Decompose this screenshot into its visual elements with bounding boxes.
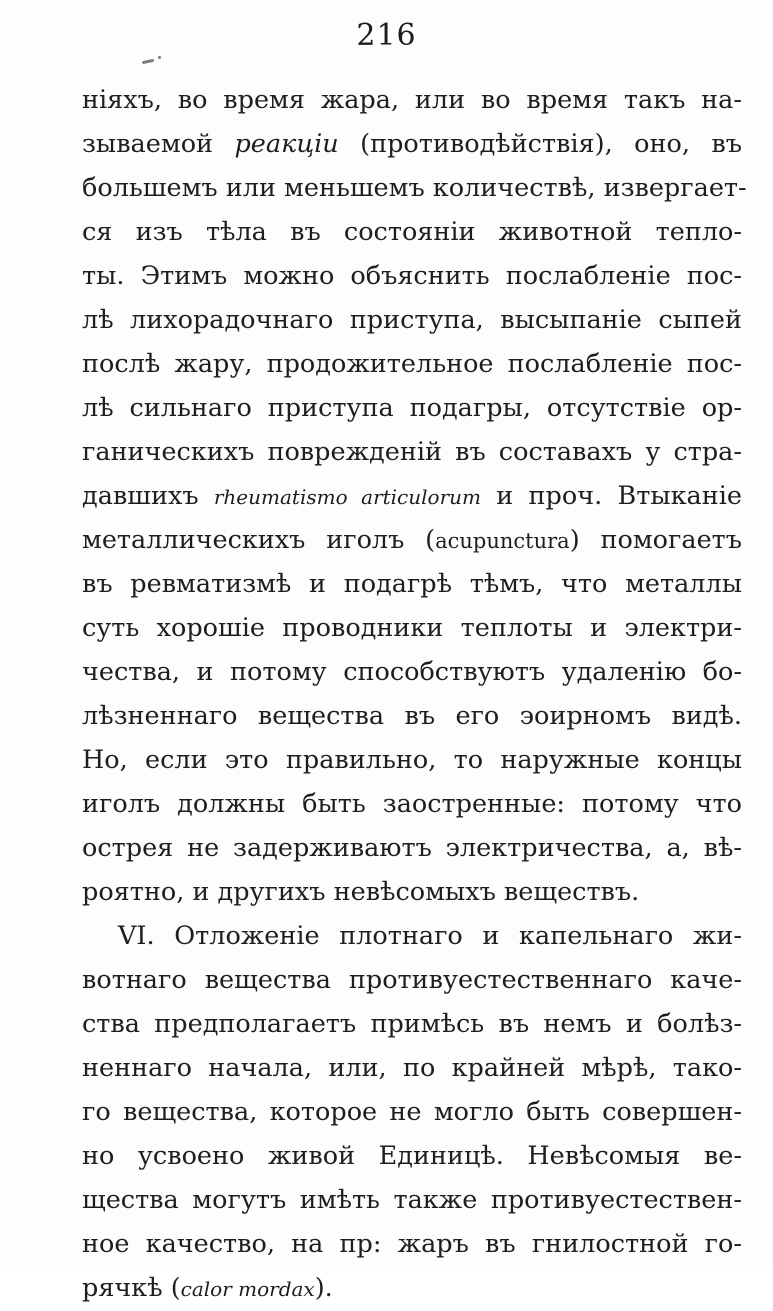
text-line xyxy=(82,430,742,474)
text-segment: ства предполагаетъ примѣсь въ немъ и болѣз- xyxy=(82,1009,742,1039)
text-segment: рячкѣ ( xyxy=(82,1273,181,1303)
text-segment: давшихъ xyxy=(82,481,214,511)
text-line xyxy=(82,254,742,298)
text-line xyxy=(82,1222,742,1266)
text-line xyxy=(82,474,742,518)
text-segment: роятно, и другихъ невѣсомыхъ веществъ. xyxy=(82,877,640,907)
text-segment: (противодѣйствія), оно, въ xyxy=(338,129,742,159)
text-line xyxy=(82,870,742,914)
text-line xyxy=(82,650,742,694)
text-segment: но усвоено живой Единицѣ. Невѣсомыя ве- xyxy=(82,1141,742,1171)
text-segment: суть хорошіе проводники теплоты и электри- xyxy=(82,613,742,643)
text-line xyxy=(82,782,742,826)
text-line xyxy=(82,1046,742,1090)
text-line xyxy=(82,958,742,1002)
text-line xyxy=(82,78,742,122)
body-text xyxy=(82,78,747,1310)
text-line xyxy=(82,738,742,782)
text-line xyxy=(82,1090,742,1134)
text-segment: большемъ или меньшемъ количествѣ, извергает- xyxy=(82,173,747,203)
text-segment: ) помогаетъ xyxy=(569,525,742,555)
latin-term: rheumatismo articulorum xyxy=(213,485,481,509)
text-segment: щества могутъ имѣть также противуестествен- xyxy=(82,1185,742,1215)
latin-term: calor mordax xyxy=(180,1277,315,1301)
text-segment: го вещества, которое не могло быть совершен- xyxy=(82,1097,742,1127)
text-line xyxy=(82,122,742,166)
text-segment: лѣ сильнаго приступа подагры, отсутствіе ор- xyxy=(82,393,742,423)
text-line xyxy=(82,826,742,870)
text-segment: ты. Этимъ можно объяснить послабленіе пос- xyxy=(82,261,742,291)
text-line xyxy=(82,298,742,342)
text-line xyxy=(82,1266,742,1310)
text-line xyxy=(82,166,747,210)
ink-speck xyxy=(158,56,161,59)
text-line xyxy=(82,1002,742,1046)
text-segment: ся изъ тѣла въ состояніи животной тепло- xyxy=(82,217,742,247)
text-segment: вотнаго вещества противуестественнаго каче- xyxy=(82,965,742,995)
text-segment: и проч. Втыканіе xyxy=(481,481,742,511)
text-line xyxy=(82,562,742,606)
text-line xyxy=(82,342,742,386)
text-segment: ганическихъ поврежденій въ составахъ у стра- xyxy=(82,437,742,467)
ink-speck xyxy=(142,59,154,64)
text-segment: неннаго начала, или, по крайней мѣрѣ, тако- xyxy=(82,1053,742,1083)
text-line xyxy=(82,606,742,650)
text-line xyxy=(82,694,742,738)
text-segment: ное качество, на пр: жаръ въ гнилостной го- xyxy=(82,1229,742,1259)
text-line xyxy=(82,1134,742,1178)
page-number: 216 xyxy=(356,18,417,53)
text-line xyxy=(82,210,742,254)
text-line xyxy=(82,1178,742,1222)
text-line xyxy=(82,518,742,562)
text-line xyxy=(82,914,742,958)
text-segment: лѣ лихорадочнаго приступа, высыпаніе сыпей xyxy=(82,305,742,335)
text-segment: лѣзненнаго вещества въ его эоирномъ видѣ. xyxy=(82,701,742,731)
text-segment: въ ревматизмѣ и подагрѣ тѣмъ, что металлы xyxy=(82,569,742,599)
text-segment: иголъ должны быть заостренные: потому что xyxy=(82,789,742,819)
text-line xyxy=(82,386,742,430)
text-segment: металлическихъ иголъ ( xyxy=(82,525,436,555)
text-segment: Но, если это правильно, то наружные концы xyxy=(82,745,742,775)
latin-term: acupunctura xyxy=(435,529,570,553)
text-segment: зываемой xyxy=(82,129,235,159)
text-segment: чества, и потому способствуютъ удаленію бо- xyxy=(82,657,742,687)
latin-term: реакціи xyxy=(234,129,339,159)
text-segment: послѣ жару, продожительное послабленіе пос- xyxy=(82,349,742,379)
text-segment: острея не задерживаютъ электричества, а, вѣ- xyxy=(82,833,742,863)
text-segment: ). xyxy=(314,1273,333,1303)
text-segment: ніяхъ, во время жара, или во время такъ на- xyxy=(82,85,742,115)
text-segment: VI. Отложеніе плотнаго и капельнаго жи- xyxy=(118,921,742,951)
